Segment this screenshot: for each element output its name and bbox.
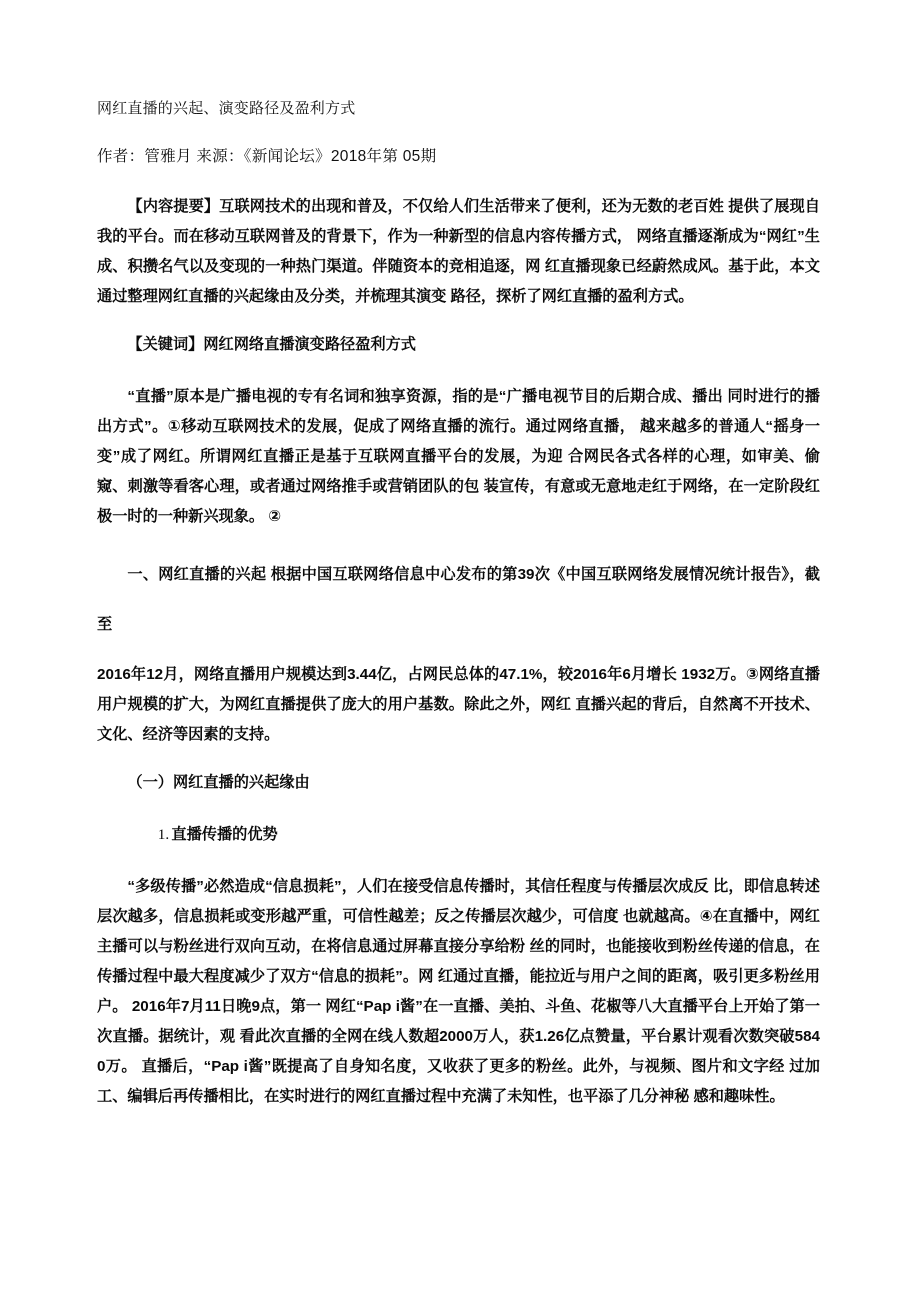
section-one-heading: 一、网红直播的兴起 根据中国互联网络信息中心发布的第39次《中国互联网络发展情况统计报告》，截至 bbox=[97, 566, 820, 633]
page-title: 网红直播的兴起、演变路径及盈利方式 bbox=[97, 100, 356, 117]
section-one-body: 2016年12月，网络直播用户规模达到3.44亿，占网民总体的47.1%，较2016年6月增长 1932万。③网络直播用户规模的扩大，为网红直播提供了庞大的用户基数。除此之外，网红 直播兴起的背后，自然离不开技术、文化、经济等因素的支持。 bbox=[97, 666, 820, 743]
document-body bbox=[97, 98, 820, 1130]
list-item-label: 直播传播的优势 bbox=[171, 826, 278, 843]
byline: 作者：管雅月 来源：《新闻论坛》2018年第 05期 bbox=[97, 148, 437, 165]
abstract-paragraph: 【内容提要】互联网技术的出现和普及，不仅给人们生活带来了便利，还为无数的老百姓 提供了展现自我的平台。而在移动互联网普及的背景下，作为一种新型的信息内容传播方式， 网络直播逐渐成为“网红”生成、积攒名气以及变现的一种热门渠道。伴随资本的竞相追逐，网 红直播现象已经蔚然成风。基于此，本文通过整理网红直播的兴起缘由及分类，并梳理其演变 路径，探析了网红直播的盈利方式。 bbox=[97, 198, 820, 305]
list-item-number: 1. bbox=[157, 826, 170, 843]
definition-paragraph: “直播”原本是广播电视的专有名词和独享资源，指的是“广播电视节目的后期合成、播出 同时进行的播出方式”。①移动互联网技术的发展，促成了网络直播的流行。通过网络直播， 越来越多的普通人“摇身一变”成了网红。所谓网红直播正是基于互联网直播平台的发展，为迎 合网民各式各样的心理，如审美、偷窥、刺激等看客心理，或者通过网络推手或营销团队的包 装宣传，有意或无意地走红于网络，在一定阶段红极一时的一种新兴现象。 ② bbox=[97, 388, 820, 525]
keywords-paragraph: 【关键词】网红网络直播演变路径盈利方式 bbox=[127, 336, 416, 353]
subsection-one-heading: （一）网红直播的兴起缘由 bbox=[127, 774, 310, 791]
advantages-paragraph: “多级传播”必然造成“信息损耗”，人们在接受信息传播时，其信任程度与传播层次成反 比，即信息转述层次越多，信息损耗或变形越严重，可信性越差；反之传播层次越少，可信度 也就越高。④在直播中，网红主播可以与粉丝进行双向互动，在将信息通过屏幕直接分享给粉 丝的同时，也能接收到粉丝传递的信息，在传播过程中最大程度减少了双方“信息的损耗”。网 红通过直播，能拉近与用户之间的距离，吸引更多粉丝用户。 2016年7月11日晚9点，第一 网红“Pap i酱”在一直播、美拍、斗鱼、花椒等八大直播平台上开始了第一次直播。据统计，观 看此次直播的全网在线人数超2000万人，获1.26亿点赞量，平台累计观看次数突破5840万。 直播后，“Pap i酱”既提高了自身知名度，又收获了更多的粉丝。此外，与视频、图片和文字经 过加工、编辑后再传播相比，在实时进行的网红直播过程中充满了未知性，也平添了几分神秘 感和趣味性。 bbox=[97, 878, 820, 1105]
numbered-list-item bbox=[97, 820, 820, 850]
